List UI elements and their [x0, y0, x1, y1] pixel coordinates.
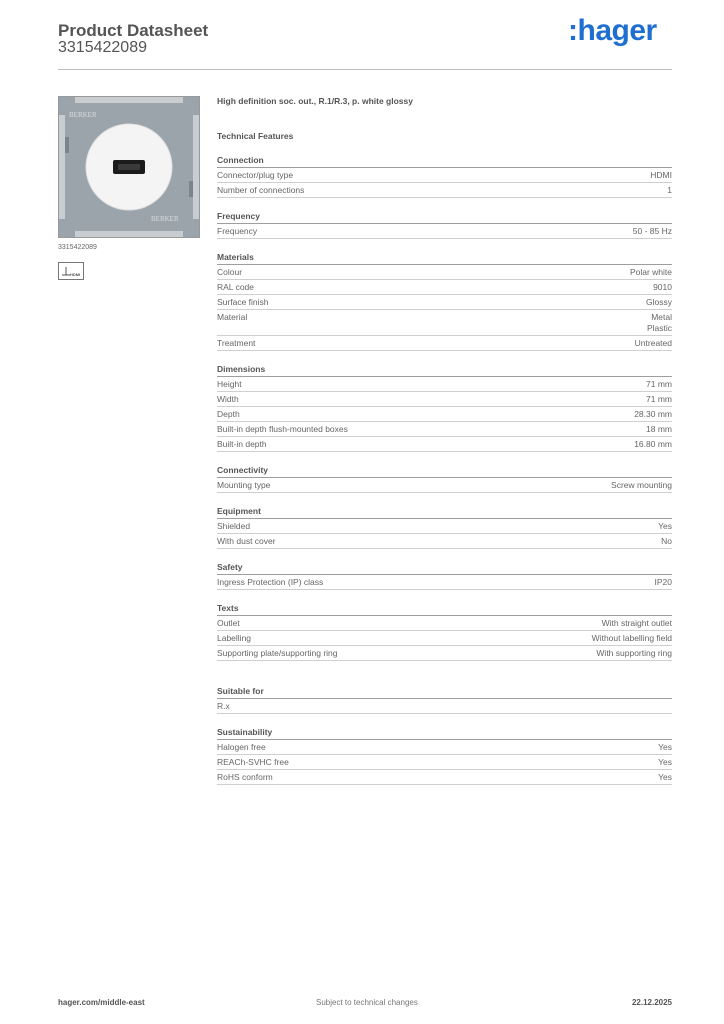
- section-title: Dimensions: [217, 363, 672, 377]
- image-caption: 3315422089: [58, 244, 97, 251]
- specification-column: [217, 95, 672, 785]
- spec-label: Material: [217, 311, 248, 322]
- spec-label: R.x: [217, 700, 230, 711]
- spec-label: Built-in depth flush-mounted boxes: [217, 423, 348, 434]
- spec-value: 18 mm: [646, 423, 672, 434]
- spec-value: 71 mm: [646, 378, 672, 389]
- spec-label: Connector/plug type: [217, 169, 294, 180]
- spec-label: Surface finish: [217, 296, 269, 307]
- spec-label: With dust cover: [217, 535, 276, 546]
- spec-row: [217, 478, 672, 493]
- spec-section: [217, 726, 672, 785]
- spec-value: Yes: [658, 741, 672, 752]
- spec-label: Colour: [217, 266, 243, 277]
- page-title: Product Datasheet: [58, 21, 209, 40]
- spec-sections: [217, 154, 672, 785]
- spec-row: [217, 310, 672, 336]
- spec-value: Polar white: [629, 266, 672, 277]
- product-image: [58, 96, 200, 238]
- spec-row: [217, 224, 672, 239]
- spec-value: Yes: [658, 520, 672, 531]
- spec-row: [217, 616, 672, 631]
- section-title: Materials: [217, 251, 672, 265]
- footer-notice: Subject to technical changes: [316, 998, 418, 1007]
- spec-value: With supporting ring: [596, 647, 672, 658]
- spec-row: [217, 265, 672, 280]
- spec-section: [217, 251, 672, 351]
- spec-label: RoHS conform: [217, 771, 273, 782]
- spec-label: Supporting plate/supporting ring: [217, 647, 338, 658]
- spec-row: [217, 646, 672, 661]
- spec-row: [217, 407, 672, 422]
- spec-value: 50 - 85 Hz: [632, 225, 672, 236]
- spec-section: [217, 505, 672, 549]
- spec-label: REACh-SVHC free: [217, 756, 289, 767]
- spec-label: Outlet: [217, 617, 240, 628]
- spec-row: [217, 699, 672, 714]
- spec-value: 16.80 mm: [634, 438, 672, 449]
- svg-text:HDMI: HDMI: [70, 272, 81, 277]
- spec-value: 71 mm: [646, 393, 672, 404]
- hdmi-symbol-icon: [58, 262, 84, 280]
- spec-label: Width: [217, 393, 239, 404]
- section-title: Connectivity: [217, 464, 672, 478]
- spec-label: Mounting type: [217, 479, 271, 490]
- spec-row: [217, 280, 672, 295]
- spec-label: RAL code: [217, 281, 255, 292]
- svg-text:BERKER: BERKER: [151, 215, 179, 223]
- spec-row: [217, 422, 672, 437]
- spec-label: Labelling: [217, 632, 252, 643]
- spec-row: [217, 770, 672, 785]
- spec-value: IP20: [654, 576, 672, 587]
- spec-value: Glossy: [646, 296, 672, 307]
- spec-value: Yes: [658, 771, 672, 782]
- spec-value: 1: [667, 184, 672, 195]
- spec-section: [217, 464, 672, 493]
- footer-date: 22.12.2025: [631, 998, 672, 1007]
- section-title: Suitable for: [217, 685, 672, 699]
- section-title: Equipment: [217, 505, 672, 519]
- technical-features-heading: Technical Features: [217, 131, 294, 141]
- footer-website: hager.com/middle-east: [58, 998, 145, 1007]
- spec-label: Height: [217, 378, 242, 389]
- section-title: Safety: [217, 561, 672, 575]
- section-title: Frequency: [217, 210, 672, 224]
- spec-label: Number of connections: [217, 184, 305, 195]
- spec-row: [217, 519, 672, 534]
- spec-row: [217, 392, 672, 407]
- spec-row: [217, 575, 672, 590]
- section-title: Sustainability: [217, 726, 672, 740]
- header-divider: [58, 69, 672, 70]
- spec-value: Without labelling field: [591, 632, 672, 643]
- hager-logo: :hager: [568, 14, 657, 47]
- spec-value: Metal Plastic: [646, 311, 672, 333]
- spec-value: With straight outlet: [601, 617, 672, 628]
- spec-value: No: [661, 535, 672, 546]
- spec-label: Treatment: [217, 337, 256, 348]
- spec-label: Frequency: [217, 225, 258, 236]
- spec-section: [217, 210, 672, 239]
- spec-row: [217, 168, 672, 183]
- spec-label: Halogen free: [217, 741, 266, 752]
- spec-value: Untreated: [634, 337, 672, 348]
- spec-section: [217, 561, 672, 590]
- spec-label: Ingress Protection (IP) class: [217, 576, 324, 587]
- spec-section: [217, 154, 672, 198]
- spec-section: [217, 602, 672, 661]
- spec-row: [217, 295, 672, 310]
- spec-value: 28.30 mm: [634, 408, 672, 419]
- spec-value: Yes: [658, 756, 672, 767]
- spec-row: [217, 534, 672, 549]
- section-title: Texts: [217, 602, 672, 616]
- svg-text:BERKER: BERKER: [69, 111, 97, 119]
- spec-section: [217, 363, 672, 452]
- spec-row: [217, 631, 672, 646]
- spec-row: [217, 740, 672, 755]
- product-number: 3315422089: [58, 39, 147, 56]
- spec-row: [217, 437, 672, 452]
- spec-value: HDMI: [650, 169, 672, 180]
- product-name: High definition soc. out., R.1/R.3, p. white glossy: [217, 96, 413, 106]
- spec-row: [217, 377, 672, 392]
- spec-value: Screw mounting: [611, 479, 672, 490]
- spec-row: [217, 336, 672, 351]
- spec-row: [217, 755, 672, 770]
- spec-label: Shielded: [217, 520, 251, 531]
- spec-value: 9010: [653, 281, 672, 292]
- spec-section: [217, 685, 672, 714]
- spec-label: Built-in depth: [217, 438, 267, 449]
- spec-row: [217, 183, 672, 198]
- section-title: Connection: [217, 154, 672, 168]
- spec-label: Depth: [217, 408, 240, 419]
